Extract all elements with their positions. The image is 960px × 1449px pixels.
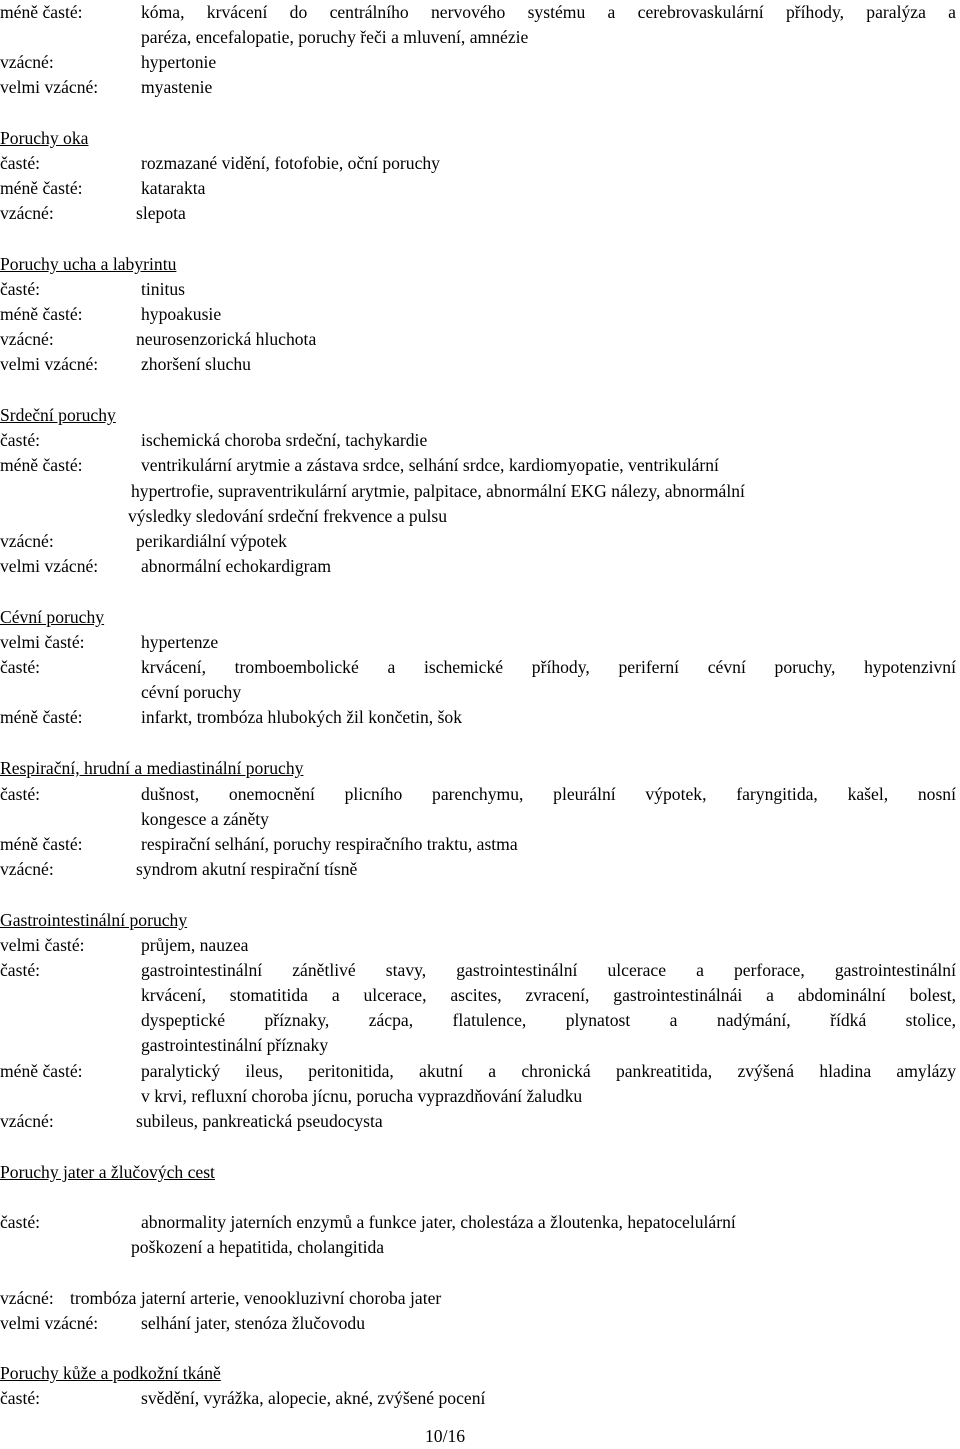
- effect-text: selhání jater, stenóza žlučovodu: [141, 1313, 366, 1333]
- frequency-label: méně časté:: [0, 178, 83, 198]
- frequency-label: velmi vzácné:: [0, 77, 99, 97]
- effect-text-cont: cévní poruchy: [141, 682, 242, 702]
- effect-text-cont: gastrointestinální příznaky: [141, 1035, 329, 1055]
- effect-text: paralytický ileus, peritonitida, akutní a chronická pankreatitida, zvýšená hladina amylázy: [141, 1061, 956, 1081]
- frequency-label: časté:: [0, 279, 41, 299]
- frequency-label: časté:: [0, 153, 41, 173]
- section-heading-jatra: Poruchy jater a žlučových cest: [0, 1162, 215, 1182]
- section-heading-srdce: Srdeční poruchy: [0, 405, 116, 425]
- effect-text-cont: hypertrofie, supraventrikulární arytmie, palpitace, abnormální EKG nálezy, abnormální: [131, 481, 745, 501]
- frequency-label: méně časté:: [0, 2, 83, 22]
- effect-text-cont: dyspeptické příznaky, zácpa, flatulence, plynatost a nadýmání, řídká stolice,: [141, 1010, 956, 1030]
- frequency-label: velmi vzácné:: [0, 1313, 99, 1333]
- frequency-label: časté:: [0, 960, 41, 980]
- effect-text: průjem, nauzea: [141, 935, 249, 955]
- section-heading-gi: Gastrointestinální poruchy: [0, 910, 188, 930]
- frequency-label: méně časté:: [0, 707, 83, 727]
- effect-text: krvácení, tromboembolické a ischemické příhody, periferní cévní poruchy, hypotenzivní: [141, 657, 956, 677]
- section-heading-ucho: Poruchy ucha a labyrintu: [0, 254, 177, 274]
- effect-text: zhoršení sluchu: [141, 354, 251, 374]
- frequency-label: méně časté:: [0, 834, 83, 854]
- frequency-label: velmi časté:: [0, 935, 85, 955]
- frequency-label: vzácné:: [0, 1111, 54, 1131]
- effect-text: ischemická choroba srdeční, tachykardie: [141, 430, 428, 450]
- section-heading-resp: Respirační, hrudní a mediastinální poruchy: [0, 758, 304, 778]
- section-heading-oko: Poruchy oka: [0, 128, 89, 148]
- effect-text-cont: výsledky sledování srdeční frekvence a pulsu: [128, 506, 448, 526]
- effect-text: infarkt, trombóza hlubokých žil končetin, šok: [141, 707, 463, 727]
- effect-text: tinitus: [141, 279, 185, 299]
- effect-text: syndrom akutní respirační tísně: [136, 859, 358, 879]
- effect-text: svědění, vyrážka, alopecie, akné, zvýšené pocení: [141, 1388, 486, 1408]
- frequency-label: časté:: [0, 1212, 41, 1232]
- effect-text: rozmazané vidění, fotofobie, oční poruchy: [141, 153, 440, 173]
- effect-text: perikardiální výpotek: [136, 531, 287, 551]
- effect-text: dušnost, onemocnění plicního parenchymu, pleurální výpotek, faryngitida, kašel, nosní: [141, 784, 956, 804]
- effect-text: myastenie: [141, 77, 213, 97]
- effect-text-cont: kongesce a záněty: [141, 809, 269, 829]
- frequency-label: méně časté:: [0, 304, 83, 324]
- section-heading-cevy: Cévní poruchy: [0, 607, 105, 627]
- frequency-label: časté:: [0, 430, 41, 450]
- effect-text: hypertonie: [141, 52, 217, 72]
- section-heading-kuze: Poruchy kůže a podkožní tkáně: [0, 1363, 221, 1383]
- effect-text-cont: poškození a hepatitida, cholangitida: [131, 1237, 385, 1257]
- effect-text: ventrikulární arytmie a zástava srdce, selhání srdce, kardiomyopatie, ventrikulární: [141, 455, 719, 475]
- effect-text: abnormální echokardigram: [141, 556, 332, 576]
- frequency-label: velmi vzácné:: [0, 354, 99, 374]
- effect-text: gastrointestinální zánětlivé stavy, gastrointestinální ulcerace a perforace, gastrointestinální: [141, 960, 956, 980]
- frequency-label: méně časté:: [0, 455, 83, 475]
- frequency-label: vzácné:: [0, 859, 54, 879]
- effect-text: respirační selhání, poruchy respiračního traktu, astma: [141, 834, 518, 854]
- frequency-label: vzácné:: [0, 531, 54, 551]
- frequency-label: vzácné:: [0, 52, 54, 72]
- effect-text: hypoakusie: [141, 304, 222, 324]
- effect-text-cont: krvácení, stomatitida a ulcerace, ascites, zvracení, gastrointestinálnái a abdominální bolest,: [141, 985, 956, 1005]
- frequency-label: velmi vzácné:: [0, 556, 99, 576]
- frequency-label: velmi časté:: [0, 632, 85, 652]
- frequency-label: vzácné:: [0, 1288, 54, 1308]
- effect-text: kóma, krvácení do centrálního nervového systému a cerebrovaskulární příhody, paralýza a: [141, 2, 956, 22]
- effect-text: hypertenze: [141, 632, 219, 652]
- effect-text: subileus, pankreatická pseudocysta: [136, 1111, 383, 1131]
- frequency-label: časté:: [0, 784, 41, 804]
- effect-text: slepota: [136, 203, 186, 223]
- effect-text-cont: paréza, encefalopatie, poruchy řeči a mluvení, amnézie: [141, 27, 529, 47]
- effect-text-cont: v krvi, refluxní choroba jícnu, porucha vyprazdňování žaludku: [141, 1086, 583, 1106]
- effect-text: trombóza jaterní arterie, venookluzivní choroba jater: [70, 1288, 442, 1308]
- effect-text: abnormality jaterních enzymů a funkce jater, cholestáza a žloutenka, hepatocelulární: [141, 1212, 736, 1232]
- frequency-label: časté:: [0, 657, 41, 677]
- frequency-label: časté:: [0, 1388, 41, 1408]
- effect-text: neurosenzorická hluchota: [136, 329, 317, 349]
- page-number: 10/16: [425, 1426, 466, 1446]
- frequency-label: vzácné:: [0, 203, 54, 223]
- frequency-label: vzácné:: [0, 329, 54, 349]
- frequency-label: méně časté:: [0, 1061, 83, 1081]
- effect-text: katarakta: [141, 178, 206, 198]
